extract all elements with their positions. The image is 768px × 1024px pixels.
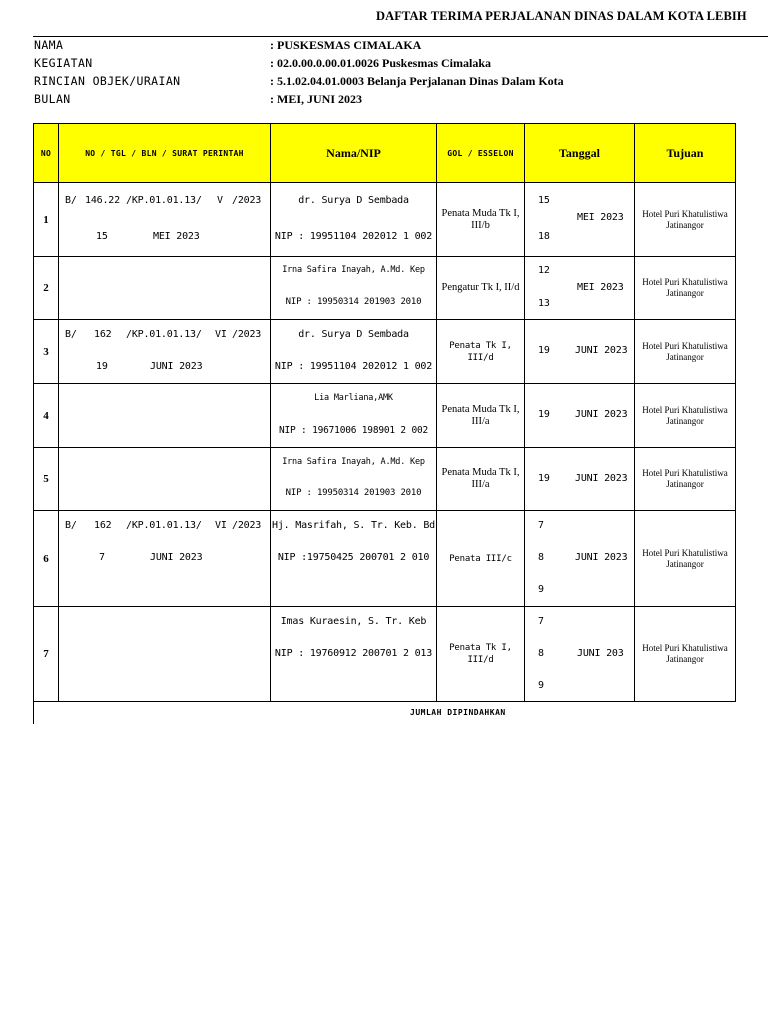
employee-nip: NIP : 19671006 198901 2 002 [278, 425, 429, 436]
meta-value: : PUSKESMAS CIMALAKA [270, 38, 422, 52]
nama-cell [271, 511, 437, 607]
gol-cell: Penata III/c [437, 511, 525, 607]
gol-cell: Penata Tk I, III/d [437, 320, 525, 384]
surat-month: JUNI 2023 [150, 361, 203, 372]
employee-name: Hj. Masrifah, S. Tr. Keb. Bd [272, 520, 435, 531]
employee-name: Irna Safira Inayah, A.Md. Kep [282, 265, 425, 275]
surat-number: 162 [94, 520, 112, 531]
meta-value: : 5.1.02.04.01.0003 Belanja Perjalanan Dinas Dalam Kota [270, 74, 564, 88]
tanggal-cell [525, 183, 635, 257]
header-tujuan: Tujuan [635, 124, 736, 183]
surat-code: /KP.01.01.13/ [126, 329, 202, 340]
row-number: 4 [34, 384, 59, 448]
row-number: 2 [34, 257, 59, 320]
surat-day: 15 [96, 231, 108, 242]
table-row [34, 384, 736, 448]
nama-cell [271, 448, 437, 511]
surat-cell [59, 448, 271, 511]
header-divider [33, 36, 768, 37]
date-day: 7 [538, 520, 544, 531]
gol-cell: Penata Muda Tk I, III/a [437, 384, 525, 448]
employee-nip: NIP : 19950314 201903 2010 [285, 488, 422, 498]
meta-value: : 02.0.00.0.00.01.0026 Puskesmas Cimalaka [270, 56, 492, 70]
employee-nip: NIP : 19951104 202012 1 002 [274, 231, 433, 242]
tujuan-cell: Hotel Puri Khatulistiwa Jatinangor [635, 320, 736, 384]
date-month: JUNI 2023 [575, 473, 628, 484]
header-surat: NO / TGL / BLN / SURAT PERINTAH [59, 124, 271, 183]
header-tanggal: Tanggal [525, 124, 635, 183]
employee-nip: NIP :19750425 200701 2 010 [277, 552, 430, 563]
meta-value: : MEI, JUNI 2023 [270, 92, 362, 106]
date-day: 13 [538, 298, 550, 309]
surat-cell [59, 607, 271, 702]
employee-name: Irna Safira Inayah, A.Md. Kep [282, 457, 425, 467]
date-month: JUNI 2023 [575, 409, 628, 420]
surat-roman: VI [215, 329, 227, 340]
table-header-row [34, 124, 736, 183]
meta-label: RINCIAN OBJEK/URAIAN [34, 74, 181, 88]
travel-table [33, 123, 736, 702]
table-row [34, 183, 736, 257]
tujuan-cell: Hotel Puri Khatulistiwa Jatinangor [635, 257, 736, 320]
meta-label: BULAN [34, 92, 71, 106]
row-number: 1 [34, 183, 59, 257]
date-month: MEI 2023 [577, 212, 624, 223]
surat-prefix: B/ [65, 329, 77, 340]
employee-name: dr. Surya D Sembada [298, 195, 409, 206]
tanggal-cell [525, 511, 635, 607]
meta-row-bulan [34, 92, 768, 110]
table-row [34, 448, 736, 511]
date-day: 15 [538, 195, 550, 206]
surat-number: 146.22 [85, 195, 120, 206]
date-day: 19 [538, 345, 550, 356]
surat-prefix: B/ [65, 195, 77, 206]
employee-nip: NIP : 19951104 202012 1 002 [274, 361, 433, 372]
tujuan-cell: Hotel Puri Khatulistiwa Jatinangor [635, 183, 736, 257]
surat-cell [59, 384, 271, 448]
surat-cell [59, 511, 271, 607]
tanggal-cell [525, 320, 635, 384]
nama-cell [271, 607, 437, 702]
date-day: 19 [538, 473, 550, 484]
date-month: JUNI 203 [577, 648, 624, 659]
surat-cell [59, 257, 271, 320]
surat-code: /KP.01.01.13/ [126, 520, 202, 531]
date-day: 8 [538, 552, 544, 563]
date-day: 7 [538, 616, 544, 627]
surat-year: /2023 [232, 520, 262, 531]
date-day: 9 [538, 584, 544, 595]
surat-cell [59, 183, 271, 257]
tanggal-cell [525, 448, 635, 511]
header-nama: Nama/NIP [271, 124, 437, 183]
date-day: 12 [538, 265, 550, 276]
employee-nip: NIP : 19950314 201903 2010 [285, 297, 422, 307]
date-day: 8 [538, 648, 544, 659]
surat-code: /KP.01.01.13/ [126, 195, 202, 206]
surat-year: /2023 [232, 195, 262, 206]
nama-cell [271, 257, 437, 320]
row-number: 7 [34, 607, 59, 702]
row-number: 6 [34, 511, 59, 607]
nama-cell [271, 320, 437, 384]
tanggal-cell [525, 257, 635, 320]
date-month: JUNI 2023 [575, 552, 628, 563]
employee-name: dr. Surya D Sembada [298, 329, 409, 340]
nama-cell [271, 384, 437, 448]
surat-year: /2023 [232, 329, 262, 340]
employee-nip: NIP : 19760912 200701 2 013 [274, 648, 433, 659]
nama-cell [271, 183, 437, 257]
surat-month: MEI 2023 [153, 231, 200, 242]
table-row [34, 607, 736, 702]
gol-cell: Penata Muda Tk I, III/b [437, 183, 525, 257]
table-row [34, 257, 736, 320]
meta-block [34, 38, 768, 110]
date-month: MEI 2023 [577, 282, 624, 293]
gol-cell: Penata Muda Tk I, III/a [437, 448, 525, 511]
date-month: JUNI 2023 [575, 345, 628, 356]
table-row [34, 511, 736, 607]
tujuan-cell: Hotel Puri Khatulistiwa Jatinangor [635, 384, 736, 448]
gol-cell: Penata Tk I, III/d [437, 607, 525, 702]
tanggal-cell [525, 607, 635, 702]
surat-roman: VI [215, 520, 227, 531]
gol-cell: Pengatur Tk I, II/d [437, 257, 525, 320]
employee-name: Imas Kuraesin, S. Tr. Keb [280, 616, 427, 627]
surat-month: JUNI 2023 [150, 552, 203, 563]
date-day: 18 [538, 231, 550, 242]
surat-day: 19 [96, 361, 108, 372]
employee-name: Lia Marliana,AMK [314, 393, 393, 403]
meta-label: KEGIATAN [34, 56, 93, 70]
surat-cell [59, 320, 271, 384]
surat-day: 7 [99, 552, 105, 563]
surat-prefix: B/ [65, 520, 77, 531]
meta-label: NAMA [34, 38, 64, 52]
header-no: NO [34, 124, 59, 183]
header-gol: GOL / ESSELON [437, 124, 525, 183]
tanggal-cell [525, 384, 635, 448]
row-number: 3 [34, 320, 59, 384]
date-day: 9 [538, 680, 544, 691]
document-title: DAFTAR TERIMA PERJALANAN DINAS DALAM KOTA LEBIH [376, 9, 747, 23]
tujuan-cell: Hotel Puri Khatulistiwa Jatinangor [635, 448, 736, 511]
date-day: 19 [538, 409, 550, 420]
meta-row-kegiatan [34, 56, 768, 74]
surat-number: 162 [94, 329, 112, 340]
table-row [34, 320, 736, 384]
tujuan-cell: Hotel Puri Khatulistiwa Jatinangor [635, 511, 736, 607]
meta-row-rincian [34, 74, 768, 92]
footer-total-label: JUMLAH DIPINDAHKAN [410, 708, 506, 717]
meta-row-nama [34, 38, 768, 56]
tujuan-cell: Hotel Puri Khatulistiwa Jatinangor [635, 607, 736, 702]
surat-roman: V [217, 195, 223, 206]
footer-left-border [33, 702, 34, 724]
row-number: 5 [34, 448, 59, 511]
